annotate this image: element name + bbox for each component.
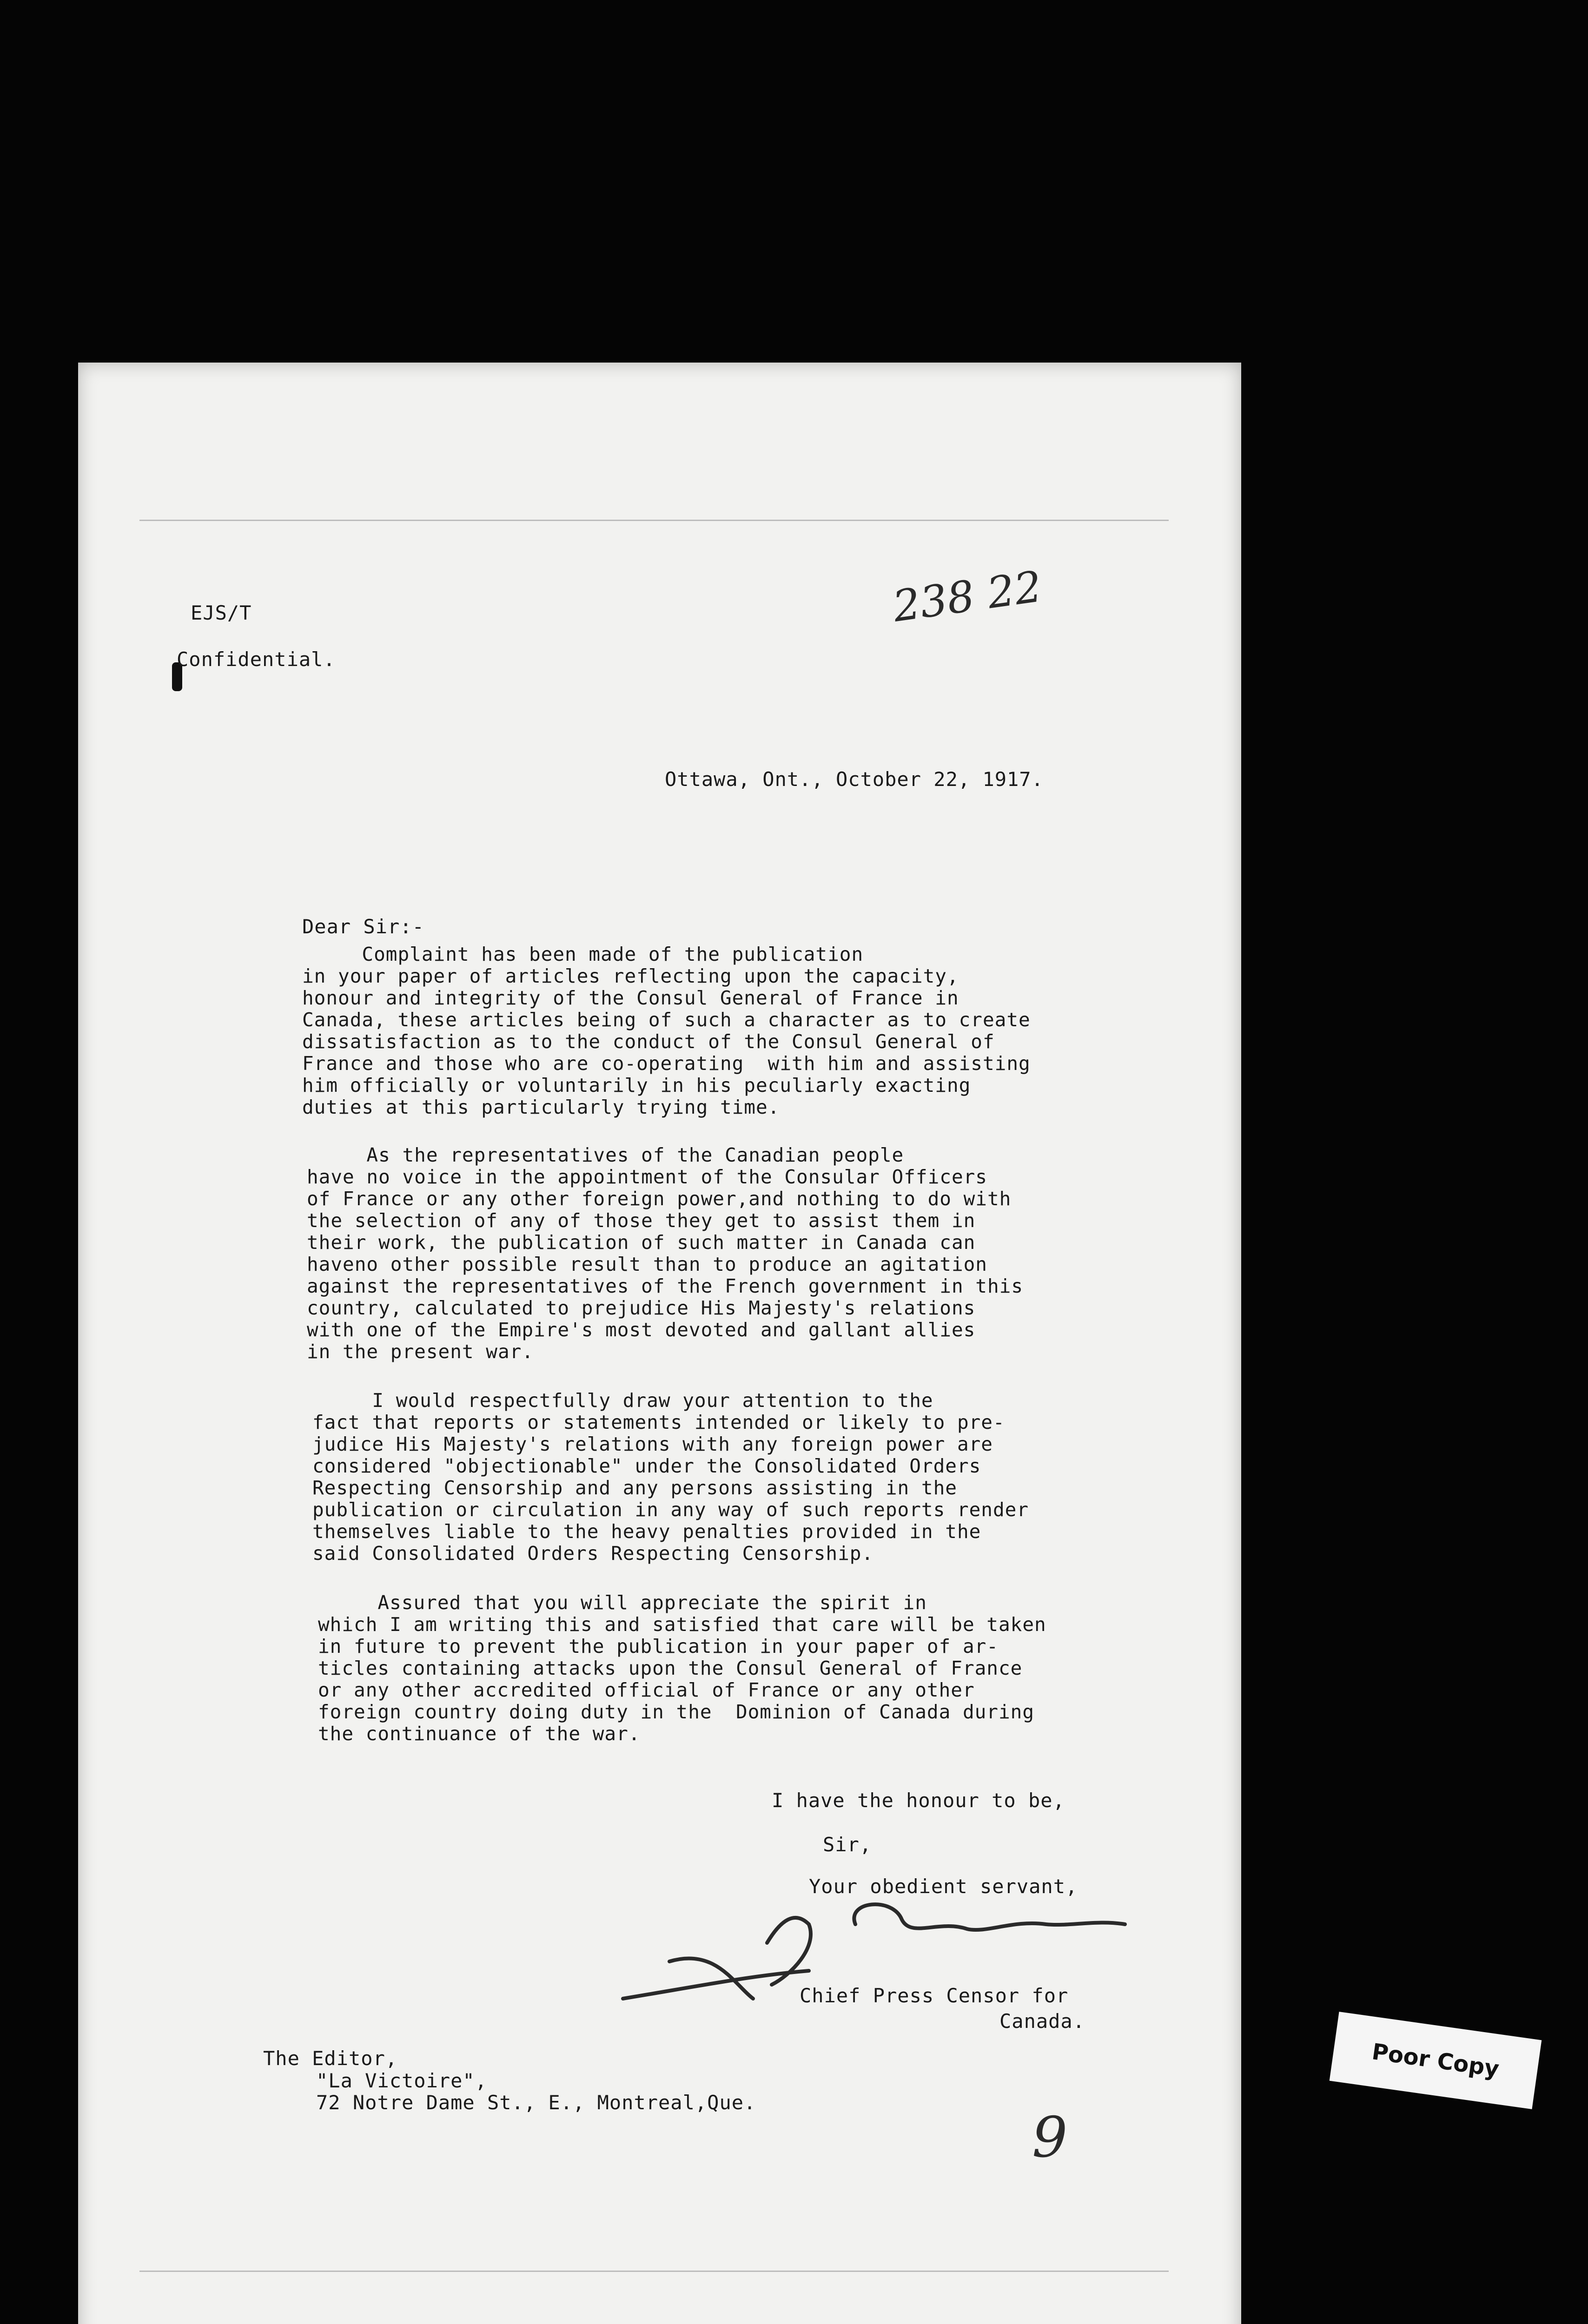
paragraph-line: France and those who are co-operating with him and assisting bbox=[302, 1052, 1031, 1075]
paragraph-2 bbox=[307, 1144, 1023, 1363]
paragraph-line: dissatisfaction as to the conduct of the Consul General of bbox=[302, 1030, 995, 1053]
handwritten-file-number: 238 22 bbox=[890, 561, 1045, 632]
paragraph-line: As the representatives of the Canadian people bbox=[307, 1144, 904, 1166]
paragraph-3 bbox=[312, 1390, 1029, 1565]
closing-line-1: I have the honour to be, bbox=[772, 1789, 1065, 1812]
paragraph-line: themselves liable to the heavy penalties provided in the bbox=[312, 1520, 981, 1543]
paragraph-1 bbox=[302, 944, 1031, 1118]
handwritten-page-mark: 9 bbox=[1032, 2106, 1068, 2170]
paragraph-line: honour and integrity of the Consul General of France in bbox=[302, 987, 959, 1009]
paragraph-line: or any other accredited official of France or any other bbox=[318, 1679, 975, 1701]
fold-line-top bbox=[139, 520, 1169, 521]
fold-line-bottom bbox=[139, 2271, 1169, 2272]
paragraph-line: Assured that you will appreciate the spirit in bbox=[318, 1591, 927, 1614]
addressee-line-2: "La Victoire", bbox=[316, 2069, 488, 2092]
reference-initials: EJS/T bbox=[191, 601, 252, 624]
dateline: Ottawa, Ont., October 22, 1917. bbox=[665, 768, 1044, 791]
paragraph-line: in your paper of articles reflecting upon the capacity, bbox=[302, 965, 959, 987]
paragraph-line: with one of the Empire's most devoted and gallant allies bbox=[307, 1319, 976, 1341]
paragraph-line: the continuance of the war. bbox=[318, 1723, 641, 1745]
paragraph-line: of France or any other foreign power,and nothing to do with bbox=[307, 1188, 1012, 1210]
addressee-line-3: 72 Notre Dame St., E., Montreal,Que. bbox=[316, 2091, 756, 2114]
poor-copy-sticker bbox=[1330, 2012, 1542, 2109]
paragraph-line: foreign country doing duty in the Dominion of Canada during bbox=[318, 1701, 1035, 1723]
paragraph-4 bbox=[318, 1592, 1046, 1745]
paragraph-line: country, calculated to prejudice His Majesty's relations bbox=[307, 1297, 976, 1319]
signer-title-line-2: Canada. bbox=[999, 2010, 1085, 2033]
paragraph-line: against the representatives of the French government in this bbox=[307, 1275, 1024, 1297]
paragraph-line: Complaint has been made of the publication bbox=[302, 943, 864, 965]
signer-title-line-1: Chief Press Censor for bbox=[800, 1984, 1069, 2007]
paragraph-line: said Consolidated Orders Respecting Censorship. bbox=[312, 1542, 874, 1565]
paragraph-line: which I am writing this and satisfied that care will be taken bbox=[318, 1613, 1046, 1636]
paragraph-line: Respecting Censorship and any persons assisting in the bbox=[312, 1477, 957, 1499]
paragraph-line: fact that reports or statements intended or likely to pre- bbox=[312, 1411, 1005, 1433]
classification-label: Confidential. bbox=[177, 648, 336, 671]
paragraph-line: Canada, these articles being of such a character as to create bbox=[302, 1009, 1031, 1031]
poor-copy-text: Poor Copy bbox=[1370, 2039, 1501, 2082]
paragraph-line: publication or circulation in any way of such reports render bbox=[312, 1499, 1029, 1521]
paragraph-line: judice His Majesty's relations with any foreign power are bbox=[312, 1433, 993, 1455]
addressee-line-1: The Editor, bbox=[263, 2047, 398, 2070]
paragraph-line: in the present war. bbox=[307, 1340, 534, 1363]
paragraph-line: haveno other possible result than to produce an agitation bbox=[307, 1253, 987, 1275]
paragraph-line: in future to prevent the publication in your paper of ar- bbox=[318, 1635, 999, 1657]
closing-line-3: Your obedient servant, bbox=[809, 1875, 1078, 1898]
paragraph-line: duties at this particularly trying time. bbox=[302, 1096, 780, 1118]
closing-line-2: Sir, bbox=[823, 1833, 872, 1856]
paragraph-line: ticles containing attacks upon the Consul General of France bbox=[318, 1657, 1023, 1679]
paragraph-line: their work, the publication of such matter in Canada can bbox=[307, 1231, 976, 1254]
paragraph-line: have no voice in the appointment of the Consular Officers bbox=[307, 1166, 987, 1188]
paragraph-line: considered "objectionable" under the Consolidated Orders bbox=[312, 1455, 981, 1477]
paragraph-line: I would respectfully draw your attention to the bbox=[312, 1389, 933, 1412]
paragraph-line: him officially or voluntarily in his peculiarly exacting bbox=[302, 1074, 971, 1096]
paragraph-line: the selection of any of those they get to assist them in bbox=[307, 1209, 976, 1232]
salutation: Dear Sir:- bbox=[302, 915, 424, 938]
